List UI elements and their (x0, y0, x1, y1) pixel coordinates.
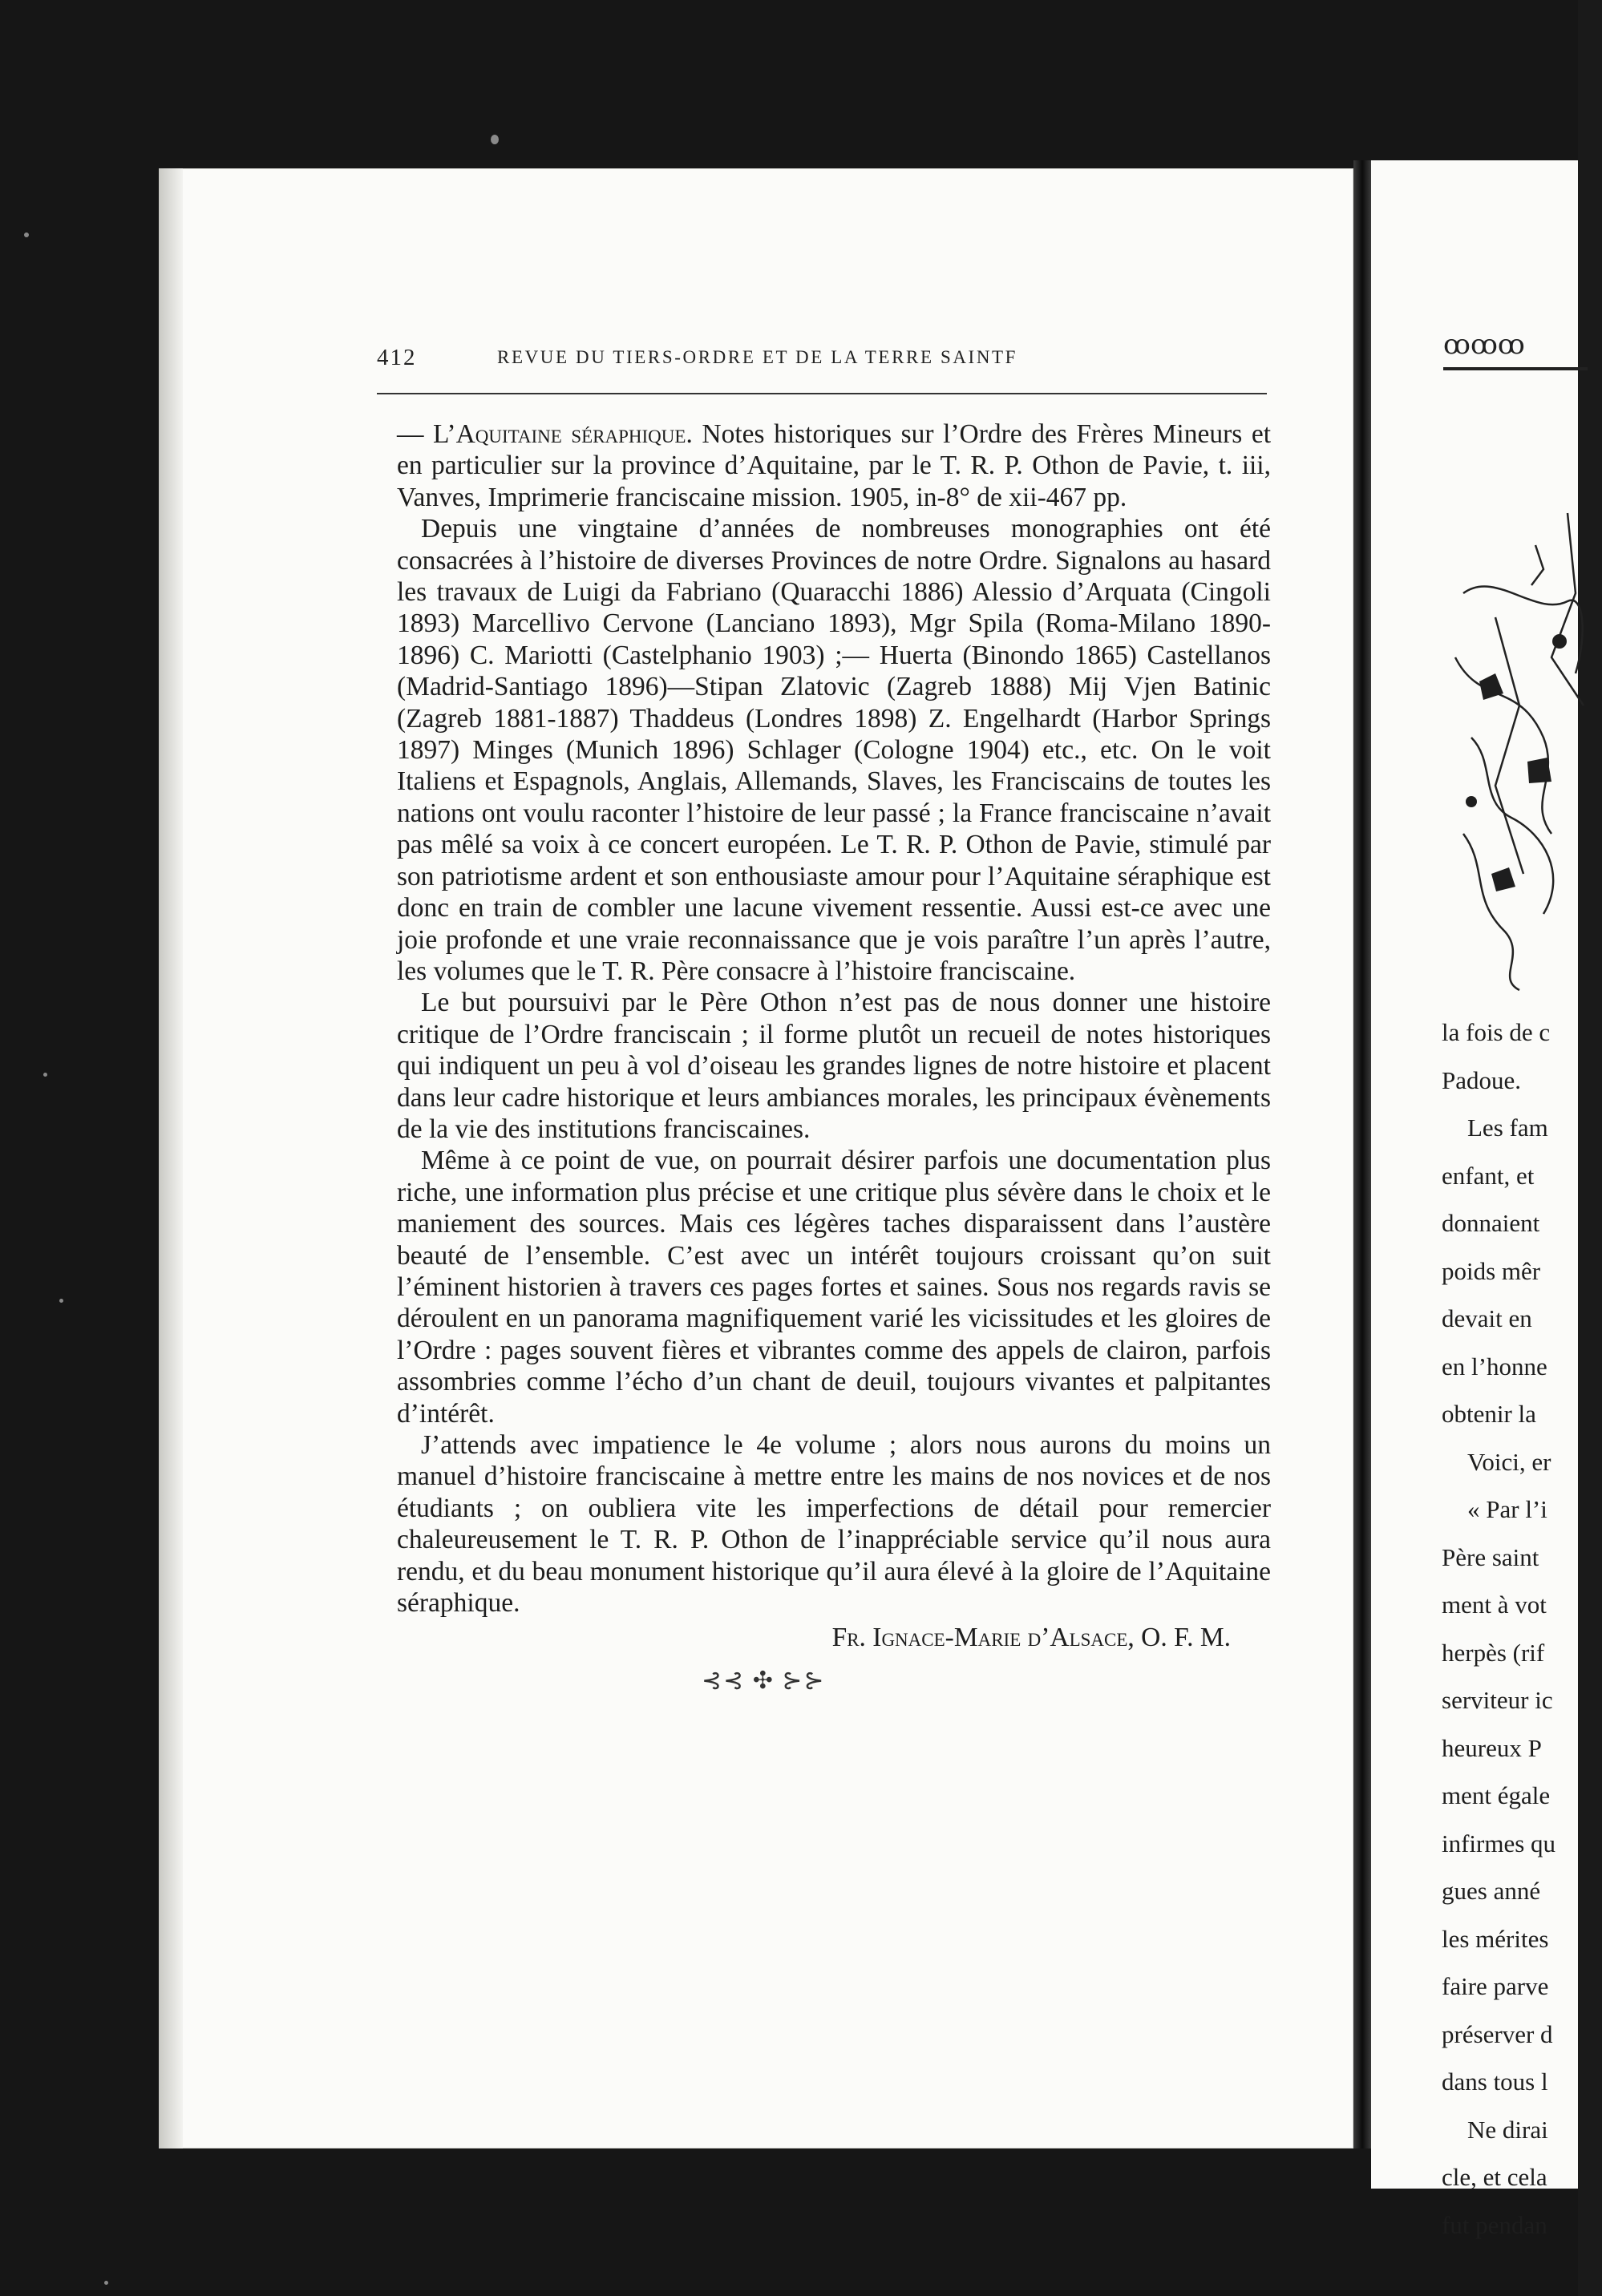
ornament-rule (1443, 367, 1588, 370)
text-line: ment à vot (1442, 1591, 1547, 1619)
text-line: poids mêr (1442, 1256, 1541, 1285)
dust-speck (24, 232, 29, 237)
header-rule (377, 393, 1267, 394)
text-line: donnaient (1442, 1209, 1540, 1237)
text-line: la fois de c (1442, 1018, 1551, 1046)
signature: Fr. Ignace-Marie d’Alsace, O. F. M. (831, 1623, 1231, 1653)
text-line: serviteur ic (1442, 1686, 1553, 1714)
paragraph: J’attends avec impatience le 4e volume ; alors nous aurons du moins un manuel d’histoire franciscaine à mettre entre les mains de nos novices et de nos étudiants ; on oubliera vite les imperfections de détail pour remercier chaleureusement le T. R. P. Othon de l’inappréciable service qu’il nous aura rendu, et du beau monument historique qu’il aura élevé à la gloire de l’Aquitaine séraphique. (397, 1430, 1271, 1619)
engraving-illustration (1447, 497, 1592, 994)
header-ornament: ꝏꝏꝏ (1443, 330, 1525, 360)
dust-speck (43, 1073, 47, 1077)
paragraph: Le but poursuivi par le Père Othon n’est pas de nous donner une histoire critique de l’Ordre franciscain ; il forme plutôt un recueil de notes historiques qui indiquent un peu à vol d’oiseau les grandes lignes de notre histoire et placent dans leur cadre historique et leurs ambiances morales, les principaux évènements de la vie des institutions franciscaines. (397, 988, 1271, 1144)
dust-speck (104, 2281, 108, 2285)
book-gutter (1353, 160, 1371, 2148)
article-title: — L’Aquitaine séraphique. (397, 419, 693, 449)
running-head: REVUE DU TIERS-ORDRE ET DE LA TERRE SAINTF (497, 347, 1018, 367)
text-line: dans tous l (1442, 2068, 1548, 2096)
text-line: obtenir la (1442, 1400, 1536, 1428)
text-line: les mérites (1442, 1924, 1549, 1953)
text-line: en l’honne (1442, 1352, 1547, 1380)
text-line: Les fam (1467, 1114, 1548, 1142)
paragraph: Même à ce point de vue, on pourrait désirer parfois une documentation plus riche, une information plus précise et une critique plus sévère dans le choix et le maniement des sources. Mais ces légères taches disparaissent dans l’austère beauté de l’ensemble. C’est avec un intérêt toujours croissant qu’on suit l’éminent historien à travers ces pages fortes et saines. Sous nos regards ravis se déroulent en un panorama magnifiquement varié les vicissitudes et les gloires de l’Ordre : pages souvent fières et vibrantes comme des appels de clairon, parfois assombries comme l’écho d’un chant de deuil, toujours vivantes et palpitantes d’intérêt. (397, 1146, 1271, 1429)
text-line: enfant, et (1442, 1161, 1535, 1190)
article-body (397, 418, 1271, 1707)
text-line: infirmes qu (1442, 1829, 1556, 1857)
text-line: Ne dirai (1467, 2115, 1548, 2144)
text-line: heureux P (1442, 1733, 1542, 1762)
text-line: cle, et cela (1442, 2163, 1547, 2191)
text-line: fut pendan (1442, 2210, 1547, 2239)
right-page-text (1442, 1009, 1602, 2249)
fleuron-ornament: ⊰⊰ ✣ ⊱⊱ (702, 1667, 826, 1695)
left-page-edge (159, 168, 183, 2148)
paragraph (397, 418, 1271, 513)
text-line: faire parve (1442, 1972, 1549, 2000)
paragraph-text: Notes historiques sur l’Ordre des Frères Mineurs et en particulier sur la province d’Aquitaine, par le T. R. P. Othon de Pavie, t. iii, Vanves, Imprimerie franciscaine mission. 1905, in-8° de xii-467 pp. (397, 419, 1272, 512)
page-header (377, 343, 1267, 375)
right-page (1371, 160, 1578, 2239)
text-line: Padoue. (1442, 1065, 1522, 1094)
text-line: gues anné (1442, 1877, 1541, 1905)
text-line: devait en (1442, 1304, 1532, 1332)
text-line: herpès (rif (1442, 1638, 1545, 1667)
text-line: Père saint (1442, 1542, 1539, 1571)
dust-speck (491, 135, 499, 144)
text-line: ment égale (1442, 1781, 1551, 1809)
text-line: Voici, er (1467, 1447, 1551, 1476)
paragraph: Depuis une vingtaine d’années de nombreuses monographies ont été consacrées à l’histoire de diverses Provinces de notre Ordre. Signalons au hasard les travaux de Luigi da Fabriano (Quaracchi 1886) Alessio d’Arquata (Cingoli 1893) Marcellivo Cervone (Lanciano 1893), Mgr Spila (Roma-Milano 1890-1896) C. Mariotti (Castelphanio 1903) ;— Huerta (Binondo 1865) Castellanos (Madrid-Santiago 1896)—Stipan Zlatovic (Zagreb 1888) Mij Vjen Batinic (Zagreb 1881-1887) Thaddeus (Londres 1898) Z. Engelhardt (Harbor Springs 1897) Minges (Munich 1896) Schlager (Cologne 1904) etc., etc. On le voit Italiens et Espagnols, Anglais, Allemands, Slaves, les Franciscains de toutes les nations ont voulu raconter l’histoire de leur passé ; la France franciscaine n’avait pas mêlé sa voix à ce concert européen. Le T. R. P. Othon de Pavie, stimulé par son patriotisme ardent et son enthousiaste amour pour l’Aquitaine séraphique est donc en train de combler une lacune vivement ressentie. Aussi est-ce avec une joie profonde et une vraie reconnaissance que je vois paraître l’un après l’autre, les volumes que le T. R. Père consacre à l’histoire franciscaine. (397, 514, 1271, 986)
page-number: 412 (377, 345, 417, 370)
text-line: préserver d (1442, 2019, 1553, 2048)
text-line: « Par l’i (1467, 1495, 1547, 1523)
dust-speck (59, 1299, 63, 1303)
